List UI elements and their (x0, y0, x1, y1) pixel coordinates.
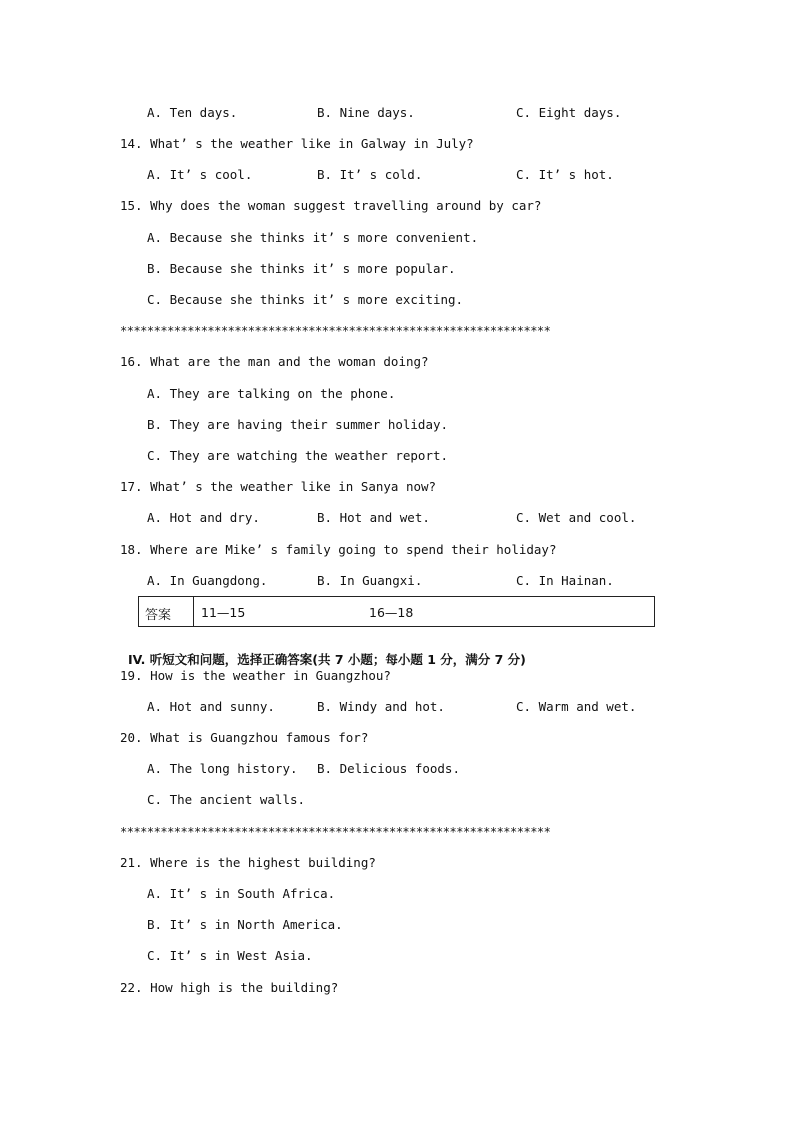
q18-option-a: A. In Guangdong. (147, 573, 268, 588)
q22-question: 22. How high is the building? (120, 980, 339, 995)
q13-option-b: B. Nine days. (317, 105, 415, 120)
q21-option-a: A. It’ s in South Africa. (147, 886, 336, 901)
separator: **************************************************************** (120, 324, 551, 338)
q14-option-a: A. It’ s cool. (147, 167, 253, 182)
q20-question: 20. What is Guangzhou famous for? (120, 730, 369, 745)
section-4-heading (120, 636, 526, 668)
q15-option-b: B. Because she thinks it’ s more popular. (147, 261, 456, 276)
q15-option-a: A. Because she thinks it’ s more convenient. (147, 230, 479, 245)
q13-option-a: A. Ten days. (147, 105, 238, 120)
q15-question: 15. Why does the woman suggest travelling around by car? (120, 198, 542, 213)
q15-option-c: C. Because she thinks it’ s more exciting. (147, 292, 464, 307)
q19-option-b: B. Windy and hot. (317, 699, 445, 714)
answer-range-16-18[interactable]: 16—18 (369, 605, 414, 620)
answer-label: 答案 (145, 608, 172, 623)
q16-option-a: A. They are talking on the phone. (147, 386, 396, 401)
q19-question: 19. How is the weather in Guangzhou? (120, 668, 391, 683)
q21-question: 21. Where is the highest building? (120, 855, 376, 870)
q13-option-c: C. Eight days. (516, 105, 622, 120)
q20-option-a: A. The long history. (147, 761, 298, 776)
section-4-title: IV. 听短文和问题，选择正确答案(共 7 小题；每小题 1 分，满分 7 分) (127, 652, 526, 667)
answer-box (138, 596, 655, 627)
q19-option-a: A. Hot and sunny. (147, 699, 275, 714)
q17-option-c: C. Wet and cool. (516, 510, 637, 525)
q16-question: 16. What are the man and the woman doing? (120, 354, 429, 369)
q14-question: 14. What’ s the weather like in Galway in July? (120, 136, 474, 151)
q16-option-b: B. They are having their summer holiday. (147, 417, 449, 432)
q18-option-c: C. In Hainan. (516, 573, 614, 588)
q16-option-c: C. They are watching the weather report. (147, 448, 449, 463)
answer-box-divider (193, 597, 194, 626)
q20-option-b: B. Delicious foods. (317, 761, 460, 776)
q14-option-c: C. It’ s hot. (516, 167, 614, 182)
separator-2: **************************************************************** (120, 825, 551, 839)
q17-question: 17. What’ s the weather like in Sanya now? (120, 479, 437, 494)
q21-option-b: B. It’ s in North America. (147, 917, 343, 932)
q21-option-c: C. It’ s in West Asia. (147, 948, 313, 963)
q17-option-a: A. Hot and dry. (147, 510, 260, 525)
q18-option-b: B. In Guangxi. (317, 573, 423, 588)
q20-option-c: C. The ancient walls. (147, 792, 306, 807)
q19-option-c: C. Warm and wet. (516, 699, 637, 714)
q17-option-b: B. Hot and wet. (317, 510, 430, 525)
answer-range-11-15[interactable]: 11—15 (201, 605, 246, 620)
q14-option-b: B. It’ s cold. (317, 167, 423, 182)
q18-question: 18. Where are Mike’ s family going to spend their holiday? (120, 542, 557, 557)
